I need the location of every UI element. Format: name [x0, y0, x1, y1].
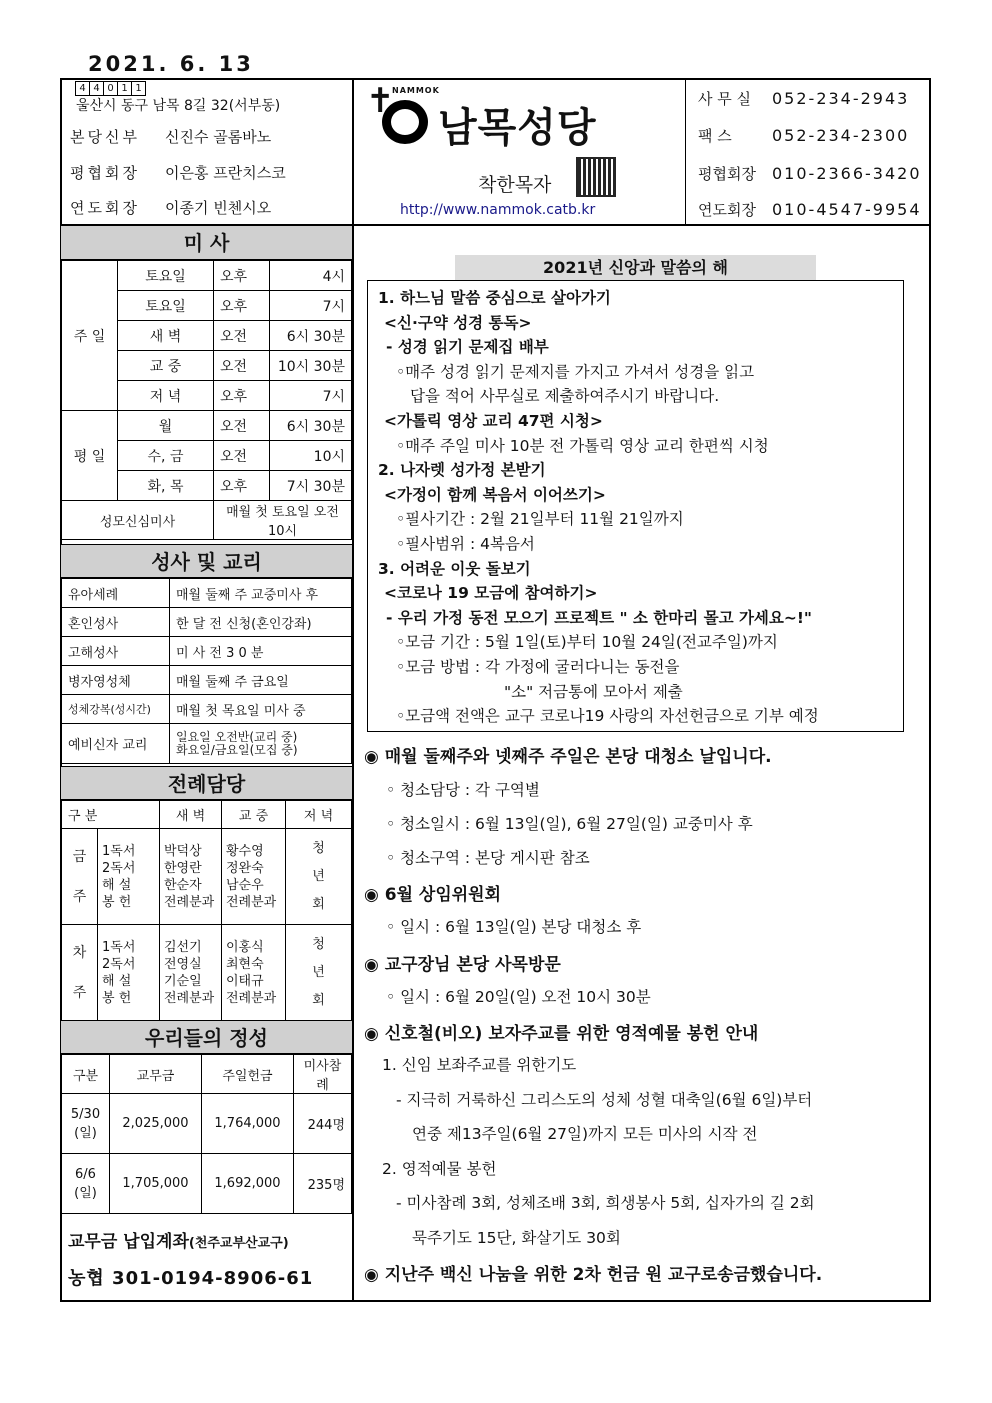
year-theme-banner: 2021년 신앙과 말씀의 해: [455, 255, 816, 281]
notice-heading: ◉ 지난주 백신 나눔을 위한 2차 헌금 원 교구로송금했습니다.: [364, 1265, 823, 1285]
theme-line: - 우리 가정 동전 모으기 프로젝트 " 소 한마리 몰고 가세요~!": [386, 608, 813, 627]
liturgy-section-title: 전례담당: [61, 766, 352, 800]
notice-heading: ◉ 신호철(비오) 보자주교를 위한 영적예물 봉헌 안내: [364, 1024, 759, 1044]
notice-line: ◦ 청소일시 : 6월 13일(일), 6월 27일(일) 교중미사 후: [386, 815, 753, 833]
contact-council: 평협회장 010-2366-3420: [698, 164, 922, 183]
bulletin-subtitle: 착한목자: [478, 174, 552, 196]
theme-line: 2. 나자렛 성가정 본받기: [378, 461, 546, 480]
account-label: 교무금 납입계좌(천주교부산교구): [68, 1232, 289, 1252]
notice-line: 2. 영적예물 봉헌: [382, 1160, 497, 1178]
offerings-section-title: 우리들의 정성: [61, 1020, 352, 1054]
theme-line: ◦모금 방법 : 각 가정에 굴러다니는 동전을: [396, 658, 680, 676]
theme-line: ◦매주 성경 읽기 문제지를 가지고 가셔서 성경을 읽고: [396, 362, 755, 381]
theme-line: <신·구약 성경 통독>: [384, 313, 532, 332]
sacraments-section-title: 성사 및 교리: [61, 544, 352, 578]
theme-line: 3. 어려운 이웃 돌보기: [378, 559, 531, 578]
notice-heading: ◉ 매월 둘째주와 넷째주 주일은 본당 대청소 날입니다.: [364, 747, 772, 767]
postal-code: 4 4 0 1 1: [75, 81, 145, 96]
account-number: 농협 301-0194-8906-61: [68, 1268, 314, 1289]
sacraments-table: 유아세례 매월 둘째 주 교중미사 후 혼인성사 한 달 전 신청(혼인강좌) 고해성사 미 사 전 3 0 분 병자영성체 매월 둘째 주 금요일 성체강복(성시간) 매월 첫 목요일 미사 중 예비신자 교리 일요일 오전반(교리 중) 화요일/금요일(모집 중): [61, 578, 352, 764]
notice-line: ◦ 청소구역 : 본당 게시판 참조: [386, 849, 590, 867]
notice-line: - 미사참례 3회, 성체조배 3회, 희생봉사 5회, 십자가의 길 2회: [396, 1194, 815, 1212]
yeondo-president-row: 연도회장 이종기 빈첸시오: [70, 199, 272, 217]
logo-english: NAMMOK: [392, 86, 440, 95]
cross-icon: ✝: [366, 81, 395, 121]
website-link[interactable]: http://www.nammok.catb.kr: [400, 202, 596, 218]
council-president-row: 평협회장 이은홍 프란치스코: [70, 164, 286, 182]
contact-office: 사 무 실 052-234-2943: [698, 89, 910, 108]
church-name: 남목성당: [438, 105, 597, 151]
liturgy-table: 구 분 새 벽 교 중 저 녁 금 주 1독서 2독서 해 설 봉 헌 박덕상 한영란 한순자 전례분과 황수영 정완숙 남순우 전례분과 청 년 회 차 주 1독서 2독서 해 설 봉 헌 김선기 전영실 기순일 전례분과 이홍식 최현숙 이태규 전례분과 청 년 회: [61, 800, 352, 1021]
contact-yeondo: 연도회장 010-4547-9954: [698, 200, 922, 219]
mass-table: 주 일 토요일 오후 4시 토요일 오후 7시 새 벽 오전 6시 30분 교 중 오전 10시 30분 저 녁 오후 7시 평 일 월 오전 6시 30분 수, 금 오전 10시 화, 목 오후 7시 30분 성모신심미사 매월 첫 토요일 오전 10시: [61, 260, 352, 540]
notice-line: - 지극히 거룩하신 그리스도의 성체 성혈 대축일(6월 6일)부터: [396, 1091, 813, 1109]
theme-line: ◦모금액 전액은 교구 코로나19 사랑의 자선헌금으로 기부 예정: [396, 707, 819, 726]
bulletin-date: 2021. 6. 13: [88, 52, 254, 76]
notice-line: ◦ 청소담당 : 각 구역별: [386, 781, 540, 799]
notice-line: 묵주기도 15단, 화살기도 30회: [412, 1229, 621, 1247]
column-divider: [352, 78, 354, 1302]
theme-line: 답을 적어 사무실로 제출하여주시기 바랍니다.: [410, 387, 720, 406]
theme-line: <가톨릭 영상 교리 47편 시청>: [384, 412, 603, 430]
notice-heading: ◉ 6월 상임위원회: [364, 885, 502, 905]
theme-line: 1. 하느님 말씀 중심으로 살아가기: [378, 289, 611, 307]
theme-line: <가정이 함께 복음서 이어쓰기>: [384, 485, 606, 504]
header-right-divider: [685, 78, 686, 224]
pastor-row: 본당신부 신진수 골롬바노: [70, 128, 272, 146]
notice-heading: ◉ 교구장님 본당 사목방문: [364, 955, 561, 975]
notice-line: 연중 제13주일(6월 27일)까지 모든 미사의 시작 전: [412, 1125, 758, 1143]
church-logo-icon: [382, 100, 428, 144]
notice-line: ◦ 일시 : 6월 13일(일) 본당 대청소 후: [386, 918, 642, 936]
theme-line: - 성경 읽기 문제집 배부: [386, 338, 549, 357]
notice-line: ◦ 일시 : 6월 20일(일) 오전 10시 30분: [386, 988, 651, 1006]
notice-line: 1. 신임 보좌주교를 위한기도: [382, 1056, 577, 1074]
contact-fax: 팩 스 052-234-2300: [698, 126, 910, 145]
theme-line: ◦매주 주일 미사 10분 전 가톨릭 영상 교리 한편씩 시청: [396, 436, 769, 455]
sunday-label: 주 일: [62, 261, 118, 411]
weekday-label: 평 일: [62, 411, 118, 501]
theme-line: <코로나 19 모금에 참여하기>: [384, 584, 598, 603]
offerings-table: 구분 교무금 주일헌금 미사참례 5/30 (일) 2,025,000 1,764,000 244명 6/6 (일) 1,705,000 1,692,000 235명: [61, 1054, 352, 1214]
theme-line: ◦필사기간 : 2월 21일부터 11월 21일까지: [396, 510, 684, 529]
mass-section-title: 미 사: [61, 226, 352, 260]
church-address: 울산시 동구 남목 8길 32(서부동): [76, 98, 281, 114]
theme-line: ◦필사범위 : 4복음서: [396, 535, 535, 553]
qr-code-icon[interactable]: [576, 157, 616, 197]
theme-line: ◦모금 기간 : 5월 1일(토)부터 10월 24일(전교주일)까지: [396, 633, 778, 652]
theme-line: "소" 저금통에 모아서 제출: [504, 682, 683, 701]
